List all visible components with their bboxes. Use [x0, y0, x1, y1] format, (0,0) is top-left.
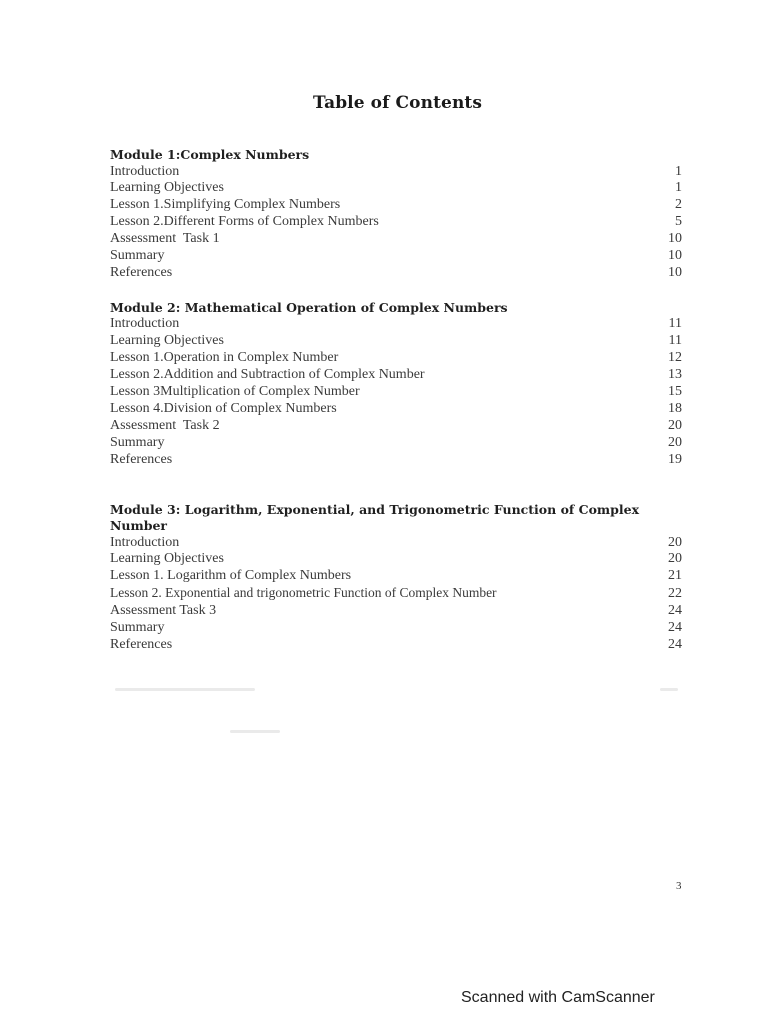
table-of-contents	[110, 147, 682, 654]
entry-page: 20	[668, 434, 682, 450]
entry-label: Lesson 1. Logarithm of Complex Numbers	[110, 568, 352, 584]
entry-label: Lesson 4.Division of Complex Numbers	[110, 400, 337, 416]
toc-entry	[110, 401, 682, 418]
entry-page: 18	[668, 400, 682, 416]
toc-entry	[110, 637, 682, 654]
page-title: Table of Contents	[312, 93, 483, 113]
entry-label: Lesson 2.Different Forms of Complex Numbers	[110, 214, 379, 230]
entry-page: 15	[668, 383, 682, 399]
entry-label: Lesson 2.Addition and Subtraction of Complex Number	[110, 367, 425, 383]
page-number: 3	[676, 880, 682, 892]
entry-label: Summary	[110, 434, 165, 450]
entry-label: Learning Objectives	[110, 180, 224, 196]
entry-label: Assessment Task 2	[110, 417, 220, 433]
entry-page: 10	[668, 264, 682, 280]
entry-label: References	[110, 451, 173, 467]
toc-entry	[110, 435, 682, 452]
toc-entry	[110, 551, 682, 568]
module-heading: Module 2: Mathematical Operation of Complex Numbers	[110, 299, 508, 315]
entry-page: 12	[668, 350, 682, 366]
entry-label: Assessment Task 1	[110, 231, 220, 247]
entry-page: 24	[668, 636, 682, 652]
entry-page: 24	[668, 603, 682, 619]
module-3	[110, 502, 682, 654]
toc-entry	[110, 231, 682, 248]
toc-entry	[110, 384, 682, 401]
module-2	[110, 300, 682, 469]
toc-entry	[110, 316, 682, 333]
entry-page: 22	[668, 586, 682, 602]
entry-page: 1	[675, 180, 682, 196]
toc-entry	[110, 180, 682, 197]
entry-page: 10	[668, 231, 682, 247]
entry-page: 20	[668, 417, 682, 433]
entry-page: 13	[668, 367, 682, 383]
entry-page: 20	[668, 534, 682, 550]
entry-page: 5	[675, 214, 682, 230]
entry-page: 2	[675, 197, 682, 213]
toc-entry	[110, 214, 682, 231]
entry-page: 20	[668, 551, 682, 567]
entry-label: Lesson 1.Simplifying Complex Numbers	[110, 197, 341, 213]
entry-label: Introduction	[110, 534, 180, 550]
entry-label: Learning Objectives	[110, 551, 224, 567]
toc-entry	[110, 197, 682, 214]
toc-entry	[110, 452, 682, 469]
scan-artifact	[115, 688, 255, 691]
camscanner-watermark: Scanned with CamScanner	[461, 989, 655, 1006]
toc-entry	[110, 585, 682, 603]
toc-entry	[110, 568, 682, 585]
entry-label: References	[110, 636, 173, 652]
entry-page: 10	[668, 248, 682, 264]
entry-label: Introduction	[110, 316, 180, 332]
entry-label: Summary	[110, 248, 165, 264]
toc-entry	[110, 164, 682, 181]
entry-label: References	[110, 264, 173, 280]
toc-entry	[110, 418, 682, 435]
entry-page: 11	[668, 316, 682, 332]
toc-entry	[110, 265, 682, 282]
module-1	[110, 147, 682, 282]
toc-entry	[110, 333, 682, 350]
toc-entry	[110, 603, 682, 620]
module-heading: Module 1:Complex Numbers	[110, 147, 310, 162]
toc-entry	[110, 350, 682, 367]
entry-label: Learning Objectives	[110, 333, 224, 349]
toc-entry	[110, 367, 682, 384]
entry-page: 1	[675, 163, 682, 179]
toc-entry	[110, 620, 682, 637]
entry-page: 11	[668, 333, 682, 349]
entry-label: Summary	[110, 620, 165, 636]
entry-label: Lesson 3Multiplication of Complex Number	[110, 383, 360, 399]
entry-page: 19	[668, 451, 682, 467]
entry-label: Assessment Task 3	[110, 603, 217, 619]
toc-entry	[110, 535, 682, 552]
entry-page: 24	[668, 620, 682, 636]
entry-page: 21	[668, 568, 682, 584]
entry-label: Introduction	[110, 163, 180, 179]
entry-label: Lesson 1.Operation in Complex Number	[110, 350, 339, 366]
entry-label: Lesson 2. Exponential and trigonometric Function of Complex Number	[110, 585, 497, 601]
toc-entry	[110, 248, 682, 265]
scan-artifact	[230, 730, 280, 733]
module-heading: Module 3: Logarithm, Exponential, and Trigonometric Function of Complex Number	[110, 501, 640, 533]
scan-artifact	[660, 688, 678, 691]
